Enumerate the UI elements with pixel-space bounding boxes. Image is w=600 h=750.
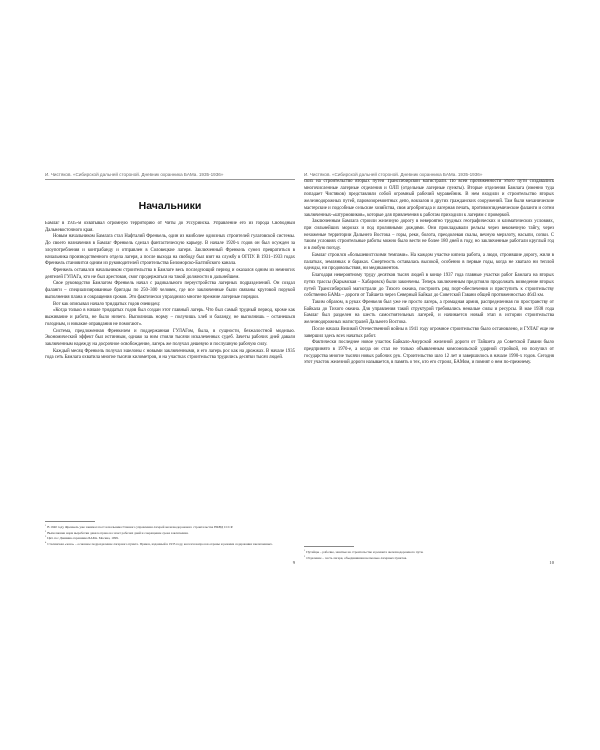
right-page: [304, 0, 554, 750]
paragraph: Бамлаг в 1935-м охватывал огромную территорию от Читы до Уссурийска. Управление его из города Свободный Дальневосточного края.: [45, 221, 295, 233]
paragraph: Вот как описывал начало тридцатых годов очевидец:: [53, 301, 161, 307]
left-body-text: [45, 221, 295, 517]
paragraph: Новым начальником Бамлага стал Нафталий Френкель, один из наиболее одиозных строителей гулаговской системы. До своего назначения в Бамлаг Френкель сделал фантастическую карьеру. В начале 1920-х годов он был осужден за злоупотребления и контрабанду и отправлен в Соловецкие лагеря. Заключенный Френкель сумел превратиться в начальника производственного отдела лагеря, а после выхода на свободу был взят на службу в ОГПУ. В 1931–1933 годах Френкель становится одним из руководителей строительства Беломорско-Балтийского канала.: [45, 234, 295, 267]
quote-paragraph: «Когда только в начале тридцатых годов был создан этот главный лагерь. Что был самый трудный период, кроме как выживание и работа, не было ничего. Выполнишь норму – получишь хлеб и баланду, не выполнишь – останешься голодным, и никакие оправдания не помогают».: [45, 308, 295, 327]
paragraph: Благодаря невероятному труду десятков тысяч людей в конце 1937 года главные участки работ Бамлага на вторых путях трассы (Карымская – Хабаровск) были закончены. Теперь заключенным предстояло продолжать возведение вторых путей Транссибирской магистрали до Тихого океана, построить ряд порт-обеспечения и приступить к строительству собственно БАМа – дороги от Тайшета через Северный Байкал до Советской Гавани общей протяженностью 4643 км.: [304, 273, 554, 299]
footnote: $^1$В 1940 году Френкель уже занимал пост начальника Главного управления лагерей железнодорожного строительства НКВД СССР.: [45, 524, 233, 530]
paragraph: Каждый месяц Френкель получал эшелоны с новыми заключенными, и его лагерь рос как на дрожжах. В начале 1935 года сеть Бамлага охватила многие тысячи километров, и на участках строительства трудились десятки тысяч людей.: [45, 348, 295, 361]
paragraph: Система, предложенная Френкелем и поддержанная ГУЛАГом, была, в сущности, безжалостной моделью. Экономический эффект был истинным, однако за ним стояли тысячи искалеченных судеб. Зачеты рабочих дней давали заключенным надежду на досрочное освобождение, лагерь же получал дешевую и послушную рабочую силу.: [45, 328, 295, 347]
paragraph: Заключенным Бамлага строили железную дорогу в невероятно трудных географических и климатических условиях, при сильнейших морозах и под проливными дождями. Они прокладывали рельсы через вековечную тайгу, через нехоженые территории Дальнего Востока – горы, реки, болота, преодолевая скалы, вечную мерзлоту, насыпи, сопки. С таким условиях строительные работы можно было вести не более 180 дней в году, но заключенные работали круглый год и в любую погоду.: [304, 219, 554, 252]
paragraph: ских на строительство вторых путей Транссибирской магистрали. По всей протяженности этого пути создавались многочисленные лагерные отделения и ОЛП (отдельные лагерные пункты). Вторые отделения Бамлага (именно туда попадает Чистяков) представляли собой огромный рабочий муравейник. В нем входили и строительство вторых железнодорожных путей, паровозоремонтных депо, вокзалов и других гражданских сооружений. Там были механические мастерские и подсобные сельские хозяйства, своя агробригада и лагерная печать, противоэпидемические фаланги и сотни заключенных-«штурмовиков», которые для привлечения к работам приходили к лагерям с проверкой.: [304, 179, 554, 218]
footnote-rule: [304, 546, 354, 547]
left-footnotes: [45, 521, 295, 561]
chapter-title: Начальники: [138, 200, 202, 212]
paragraph: Фактически последнее новое участок Байкало-Амурской железной дороги от Тайшета до Советской Гавани было предпринято в 1970-е, а когда он стал не только объявленным комсомольской ударной стройкой, но получил от государства многие тысячи новых рабочих рук. Строительство шло 12 лет и завершилось в начале 1990-х годов. Сегодня этот участок железной дороги называется, в память о тех, кто его строил, БАМом, и помнят о нем по-прежнему.: [304, 340, 554, 366]
footnote: $^2$Выполнение норм выработки давало право на зачет рабочих дней и сокращение срока заключения.: [45, 529, 189, 535]
page-number-left: 9: [292, 560, 295, 565]
right-footnotes: [304, 546, 554, 560]
running-header-right: И. Чистяков. «Сибирской дальней стороной. Дневник охранника БАМа. 1935-1936»: [304, 172, 554, 180]
paragraph: Таким образом, в руках Френкеля был уже не просто лагерь, а громадная армия, распределенная по пространству от Байкала до Тихого океана. Для управления такой структурой требовались немалые силы и ресурсы. В мае 1938 года Бамлаг был разделен на шесть самостоятельных лагерей, и начинается новый этап в истории строительства железнодорожных магистралей Дальнего Востока.: [304, 299, 554, 326]
paragraph: Свое руководство Бамлагом Френкель начал с радикального переустройства лагерных подразделений. Он создал фаланги – специализированные бригады по 250–300 человек, где все заключенные были связаны круговой порукой выполнения плана и сокращения сроков. Это фактически упразднило многие прежние лагерные порядки.: [45, 281, 295, 300]
left-page: [45, 0, 295, 750]
paragraph: Бамлаг строился «большевистскими темпами». На каждом участке кипела работа, а люди, строившие дорогу, жили в палатках, землянках и бараках. Смертность оставалась высокой, особенно в первые годы, когда не хватало ни теплой одежды, ни продовольствия, ни медикаментов.: [304, 252, 554, 272]
paragraph: После начала Великой Отечественной войны в 1941 году огромное строительство было остановлено, и ГУЛАГ еще не завершил здесь всех начатых работ.: [304, 326, 554, 339]
footnote: $^1$Путейцы – рабочие, занятые на строительстве и ремонте железнодорожного пути.: [304, 549, 424, 555]
footnote-rule: [45, 521, 95, 522]
page-number-right: 10: [549, 560, 554, 565]
running-header-left: И. Чистяков. «Сибирской дальней стороной. Дневник охранника БАМа. 1935-1936»: [45, 172, 295, 180]
paragraph: Френкель оставался начальником строительства в Бамлаге весь последующий период и оказался одним из немногих деятелей ГУЛАГа, кто не был арестован, смог продержаться на такой должности в дальнейшем.: [45, 268, 295, 280]
footnote: $^2$Отделение – часть лагеря, объединявшая несколько лагерных пунктов.: [304, 554, 407, 560]
footnote: $^3$Цит. по: Дневник охранника БАМа. Москва, 1999.: [45, 535, 119, 541]
footnote: $^4$Сталинская «зона» – основное подразделение лагерного пункта. Приказ, изданный в 1935 году, касался вопросов охраны и режима содержания заключенных.: [45, 541, 273, 547]
right-body-text: [304, 179, 554, 509]
